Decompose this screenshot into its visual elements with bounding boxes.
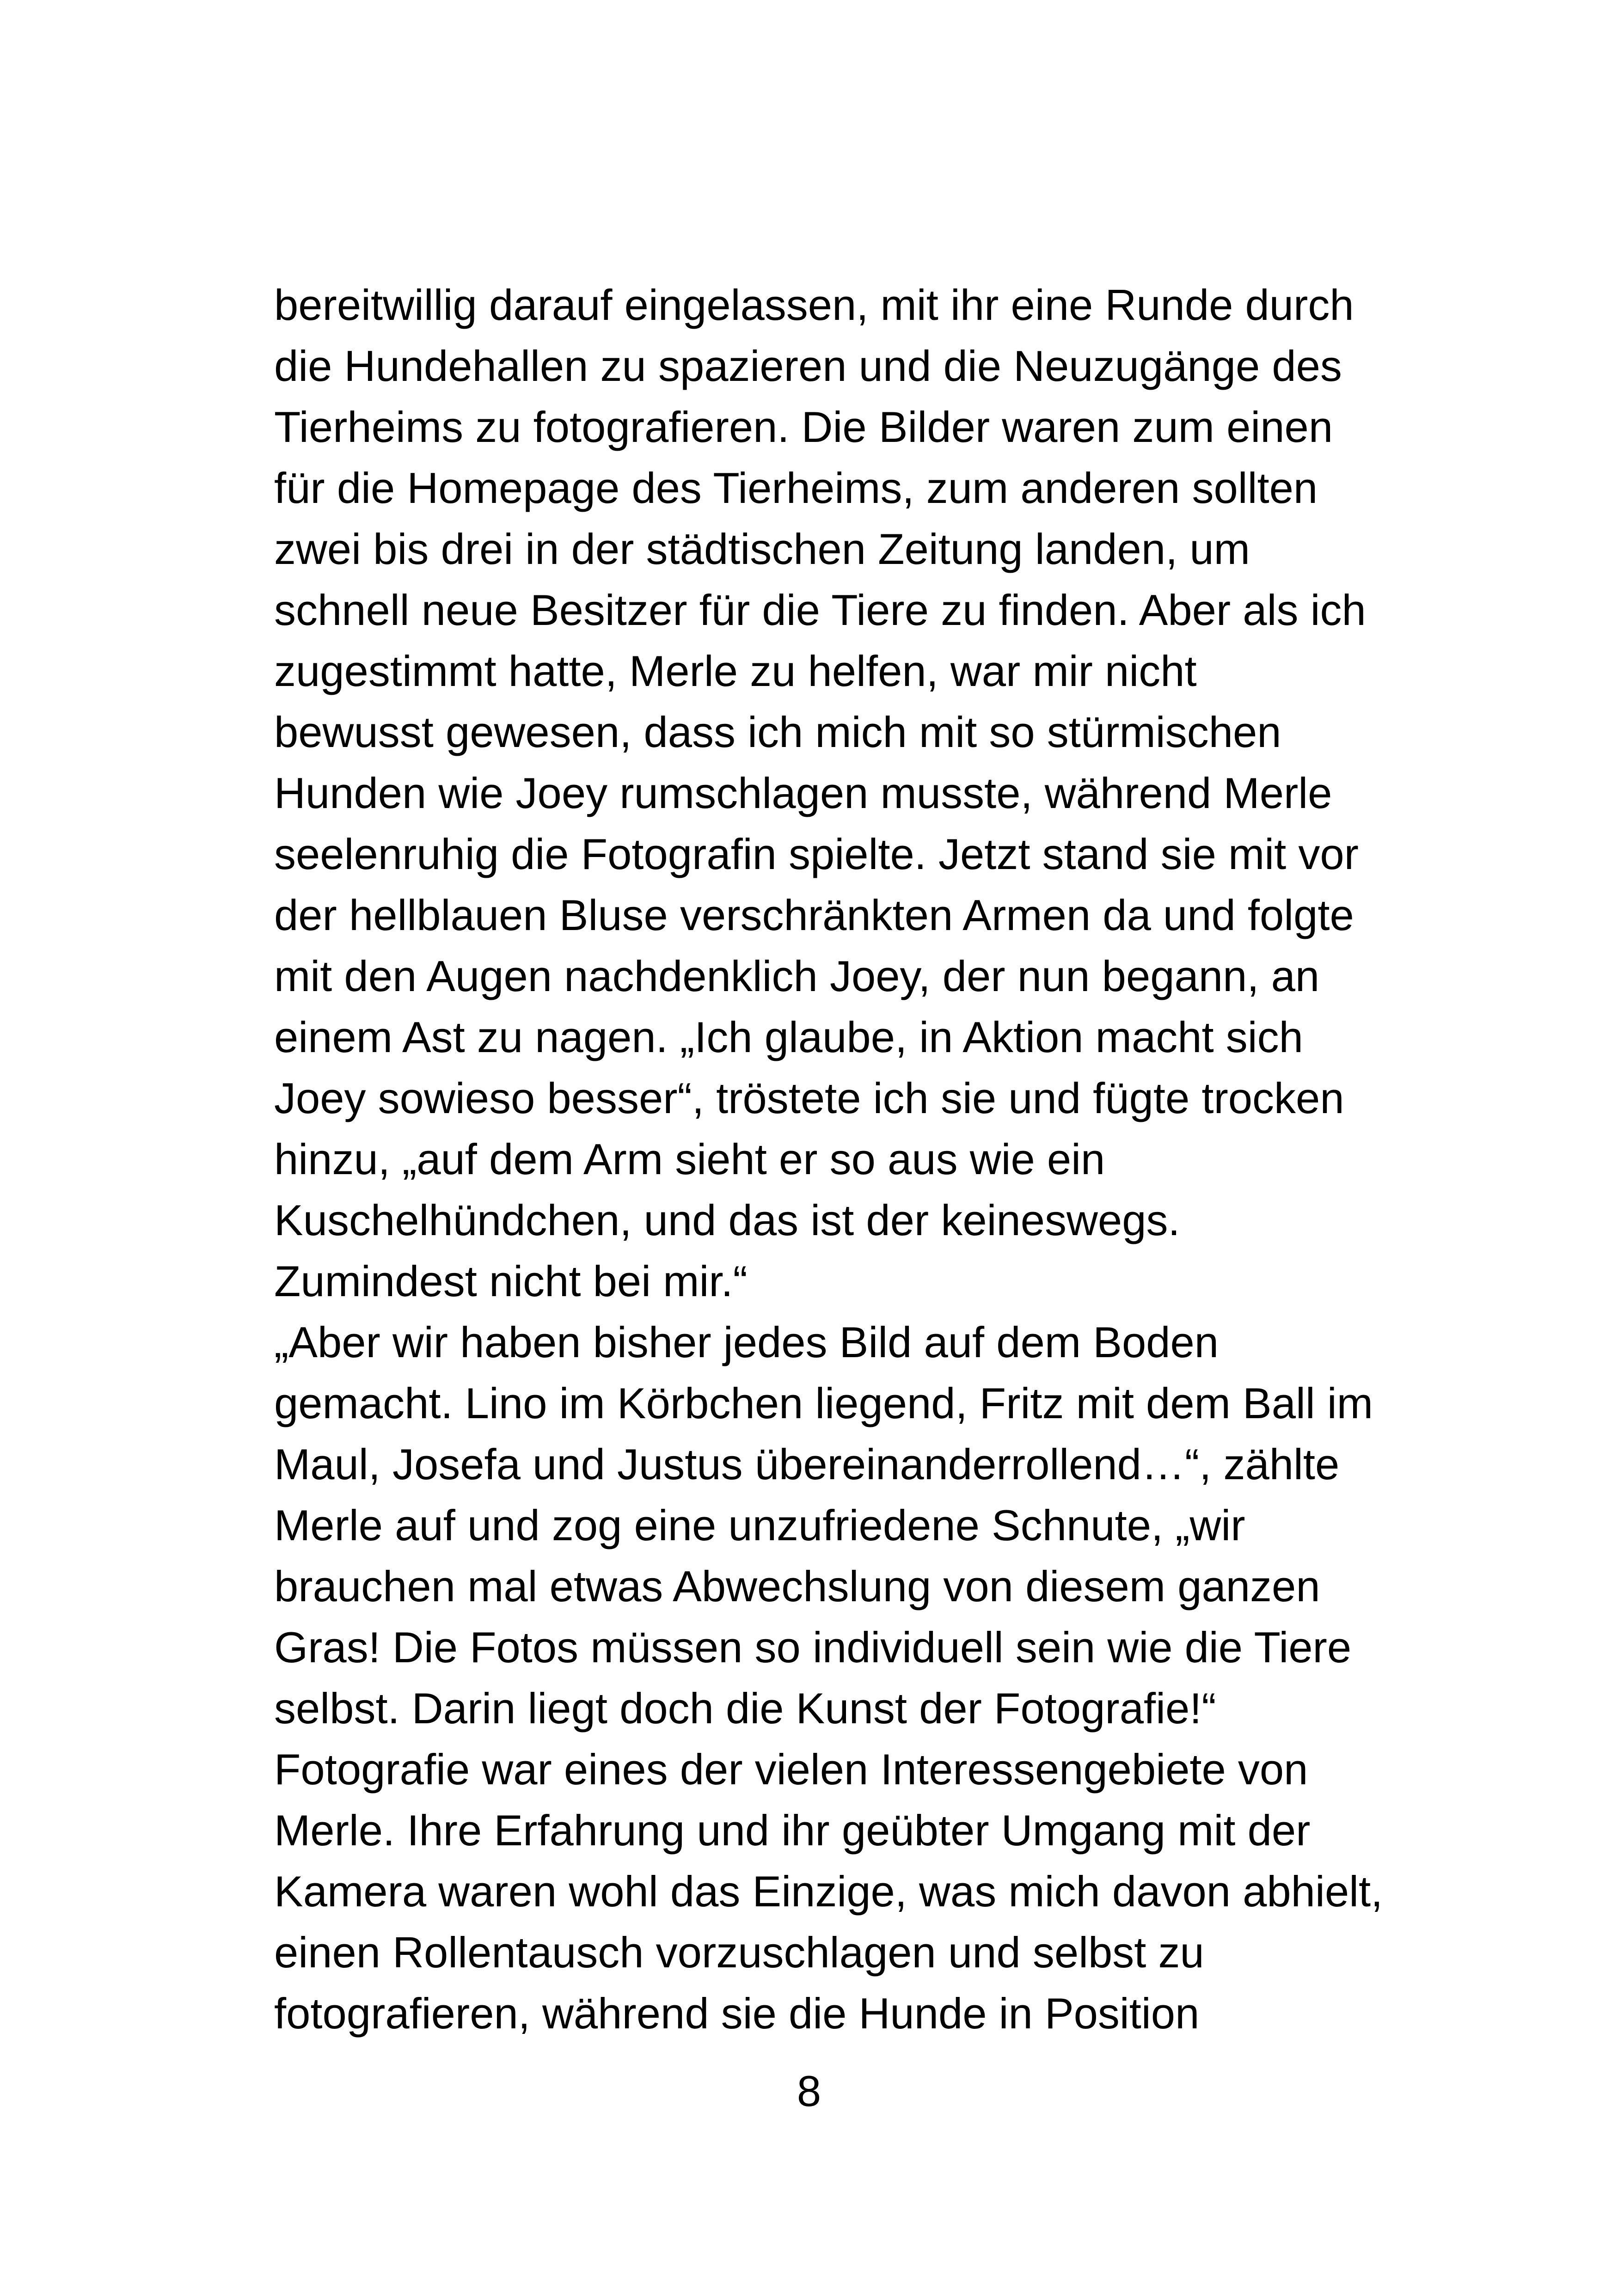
text-line: gemacht. Lino im Körbchen liegend, Fritz mit dem Ball im [274, 1379, 1373, 1427]
text-line: Fotografie war eines der vielen Interessengebiete von [274, 1745, 1308, 1794]
text-line: die Hundehallen zu spazieren und die Neuzugänge des [274, 342, 1342, 390]
text-line: zwei bis drei in der städtischen Zeitung landen, um [274, 525, 1250, 573]
text-line: brauchen mal etwas Abwechslung von diesem ganzen [274, 1562, 1320, 1610]
text-line: schnell neue Besitzer für die Tiere zu finden. Aber als ich [274, 586, 1366, 634]
text-line: Zumindest nicht bei mir.“ [274, 1257, 748, 1305]
text-line: Gras! Die Fotos müssen so individuell sein wie die Tiere [274, 1623, 1352, 1671]
text-line: einen Rollentausch vorzuschlagen und selbst zu [274, 1928, 1204, 1977]
text-line: Merle. Ihre Erfahrung und ihr geübter Umgang mit der [274, 1806, 1311, 1855]
text-line: für die Homepage des Tierheims, zum anderen sollten [274, 464, 1318, 512]
text-line: einem Ast zu nagen. „Ich glaube, in Aktion macht sich [274, 1013, 1303, 1061]
text-line: Joey sowieso besser“, tröstete ich sie und fügte trocken [274, 1074, 1344, 1122]
body-text [274, 275, 1384, 2044]
text-line: bewusst gewesen, dass ich mich mit so stürmischen [274, 708, 1281, 756]
text-line: der hellblauen Bluse verschränkten Armen da und folgte [274, 891, 1354, 939]
text-line: seelenruhig die Fotografin spielte. Jetzt stand sie mit vor [274, 830, 1359, 878]
text-line: zugestimmt hatte, Merle zu helfen, war mir nicht [274, 647, 1197, 695]
text-line: Tierheims zu fotografieren. Die Bilder waren zum einen [274, 403, 1333, 451]
text-line: Maul, Josefa und Justus übereinanderrollend…“, zählte [274, 1440, 1340, 1488]
text-line: „Aber wir haben bisher jedes Bild auf dem Boden [274, 1318, 1219, 1366]
text-line: mit den Augen nachdenklich Joey, der nun begann, an [274, 952, 1320, 1000]
text-line: Kamera waren wohl das Einzige, was mich davon abhielt, [274, 1867, 1383, 1916]
text-line: Merle auf und zog eine unzufriedene Schnute, „wir [274, 1501, 1245, 1549]
page-number: 8 [797, 2067, 821, 2115]
text-line: fotografieren, während sie die Hunde in Position [274, 1989, 1200, 2038]
text-line: bereitwillig darauf eingelassen, mit ihr eine Runde durch [274, 281, 1354, 329]
text-line: Kuschelhündchen, und das ist der keineswegs. [274, 1196, 1180, 1244]
text-line: selbst. Darin liegt doch die Kunst der Fotografie!“ [274, 1684, 1216, 1733]
text-line: hinzu, „auf dem Arm sieht er so aus wie ein [274, 1135, 1105, 1183]
text-line: Hunden wie Joey rumschlagen musste, während Merle [274, 769, 1332, 817]
